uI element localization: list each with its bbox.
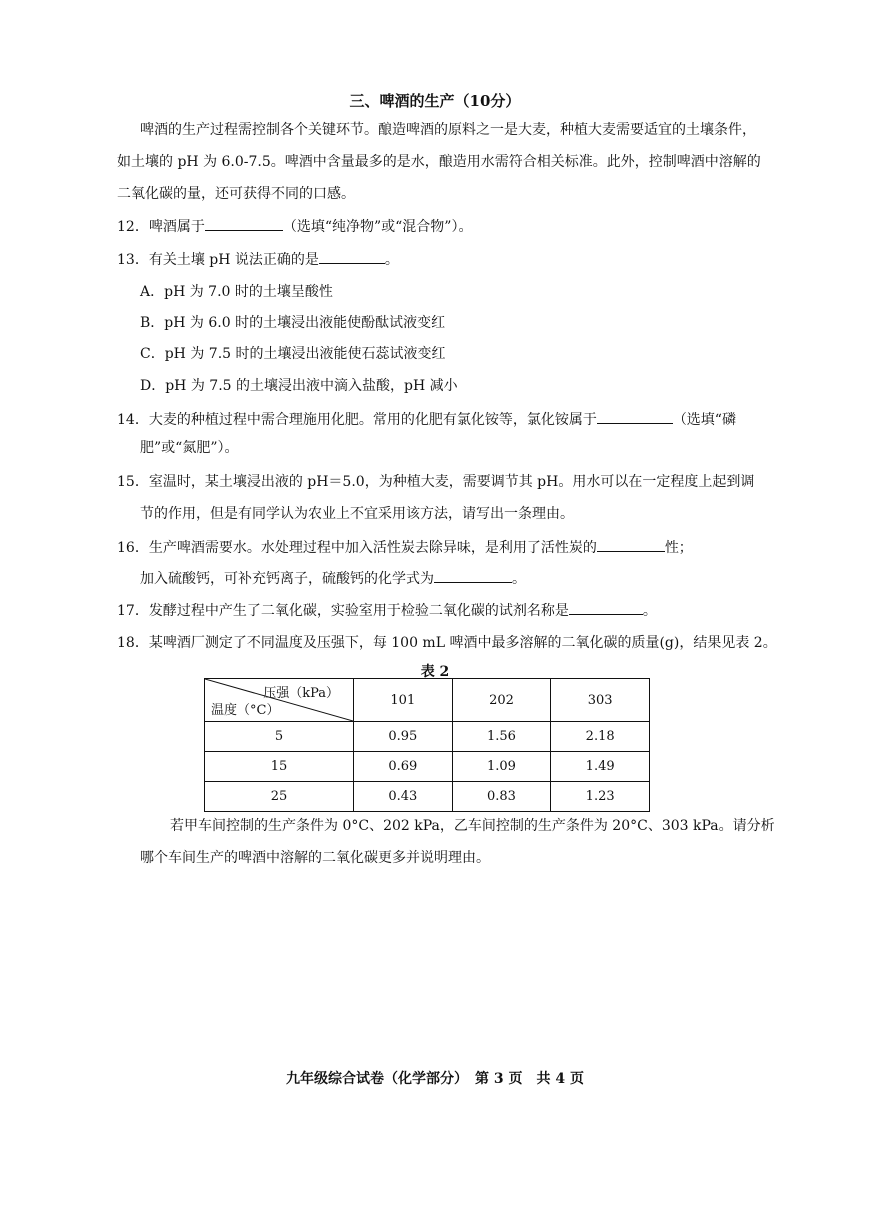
table-row — [205, 722, 650, 752]
table-caption: 表 2 — [420, 664, 450, 680]
q17-text: 17．发酵过程中产生了二氧化碳，实验室用于检验二氧化碳的试剂名称是 — [117, 603, 569, 619]
header-col-101: 101 — [354, 679, 453, 722]
q14-answer-blank[interactable] — [597, 409, 673, 424]
table-header-row — [205, 679, 650, 722]
q15-line-2: 节的作用，但是有同学认为农业上不宜采用该方法，请写出一条理由。 — [140, 506, 574, 522]
table-cell: 0.95 — [354, 722, 453, 752]
intro-line-1: 啤酒的生产过程需控制各个关键环节。酿造啤酒的原料之一是大麦，种植大麦需要适宜的土壤条件， — [140, 122, 756, 138]
q14-line-2: 肥”或“氮肥”）。 — [140, 440, 239, 456]
table-cell: 1.49 — [551, 752, 650, 782]
intro-line-2: 如土壤的 pH 为 6.0-7.5。啤酒中含量最多的是水，酿造用水需符合相关标准。此外，控制啤酒中溶解的 — [117, 154, 761, 170]
q16-answer-blank-2[interactable] — [434, 568, 512, 583]
q17-answer-blank[interactable] — [569, 600, 643, 615]
question-16 — [117, 537, 693, 558]
q16-line-2 — [140, 568, 526, 589]
q12-answer-blank[interactable] — [205, 216, 283, 231]
q13-option-b: B．pH 为 6.0 时的土壤浸出液能使酚酞试液变红 — [140, 315, 446, 331]
q14-text-end: （选填“磷 — [672, 412, 736, 428]
table-cell: 0.83 — [452, 782, 551, 812]
table-cell: 1.23 — [551, 782, 650, 812]
q16-text: 16．生产啤酒需要水。水处理过程中加入活性炭去除异味，是利用了活性炭的 — [117, 540, 597, 556]
table-cell: 1.56 — [452, 722, 551, 752]
q12-text: 12．啤酒属于 — [117, 219, 205, 235]
table-diagonal-header — [205, 679, 354, 722]
q16-text-end: 性； — [664, 540, 693, 556]
q14-text: 14．大麦的种植过程中需合理施用化肥。常用的化肥有氯化铵等，氯化铵属于 — [117, 412, 597, 428]
q13-text-end: 。 — [384, 252, 399, 268]
q18-after-line-1: 若甲车间控制的生产条件为 0°C、202 kPa，乙车间控制的生产条件为 20°C、303 kPa。请分析 — [170, 818, 775, 834]
q16-line2-text: 加入硫酸钙，可补充钙离子，硫酸钙的化学式为 — [140, 571, 434, 587]
q16-answer-blank-1[interactable] — [597, 537, 665, 552]
q18-line-1: 18．某啤酒厂测定了不同温度及压强下，每 100 mL 啤酒中最多溶解的二氧化碳的质量(g)，结果见表 2。 — [117, 635, 777, 651]
q15-line-1: 15．室温时，某土壤浸出液的 pH＝5.0，为种植大麦，需要调节其 pH。用水可以在一定程度上起到调 — [117, 474, 755, 490]
page-footer: 九年级综合试卷（化学部分） 第 3 页 共 4 页 — [286, 1071, 584, 1087]
table-row — [205, 752, 650, 782]
section-title: 三、啤酒的生产（10分） — [349, 92, 521, 110]
solubility-table — [204, 678, 650, 812]
q13-option-a: A．pH 为 7.0 时的土壤呈酸性 — [140, 284, 333, 300]
question-14 — [117, 409, 736, 430]
header-col-303: 303 — [551, 679, 650, 722]
q12-text-end: （选填“纯净物”或“混合物”）。 — [282, 219, 473, 235]
header-col-202: 202 — [452, 679, 551, 722]
q13-option-d: D．pH 为 7.5 的土壤浸出液中滴入盐酸，pH 减小 — [140, 378, 458, 394]
table-cell: 0.69 — [354, 752, 453, 782]
question-13 — [117, 249, 399, 270]
row-temp: 25 — [205, 782, 354, 812]
header-pressure-label: 压强（kPa） — [263, 686, 339, 701]
header-temperature-label: 温度（°C） — [211, 703, 280, 718]
q13-text: 13．有关土壤 pH 说法正确的是 — [117, 252, 319, 268]
row-temp: 15 — [205, 752, 354, 782]
row-temp: 5 — [205, 722, 354, 752]
table-cell: 2.18 — [551, 722, 650, 752]
question-12 — [117, 216, 472, 237]
intro-line-3: 二氧化碳的量，还可获得不同的口感。 — [117, 186, 355, 202]
table-cell: 0.43 — [354, 782, 453, 812]
q13-answer-blank[interactable] — [319, 249, 385, 264]
question-17 — [117, 600, 657, 621]
q13-option-c: C．pH 为 7.5 时的土壤浸出液能使石蕊试液变红 — [140, 346, 446, 362]
q16-line2-end: 。 — [512, 571, 526, 587]
q18-after-line-2: 哪个车间生产的啤酒中溶解的二氧化碳更多并说明理由。 — [140, 850, 490, 866]
q17-text-end: 。 — [642, 603, 657, 619]
table-row — [205, 782, 650, 812]
table-cell: 1.09 — [452, 752, 551, 782]
